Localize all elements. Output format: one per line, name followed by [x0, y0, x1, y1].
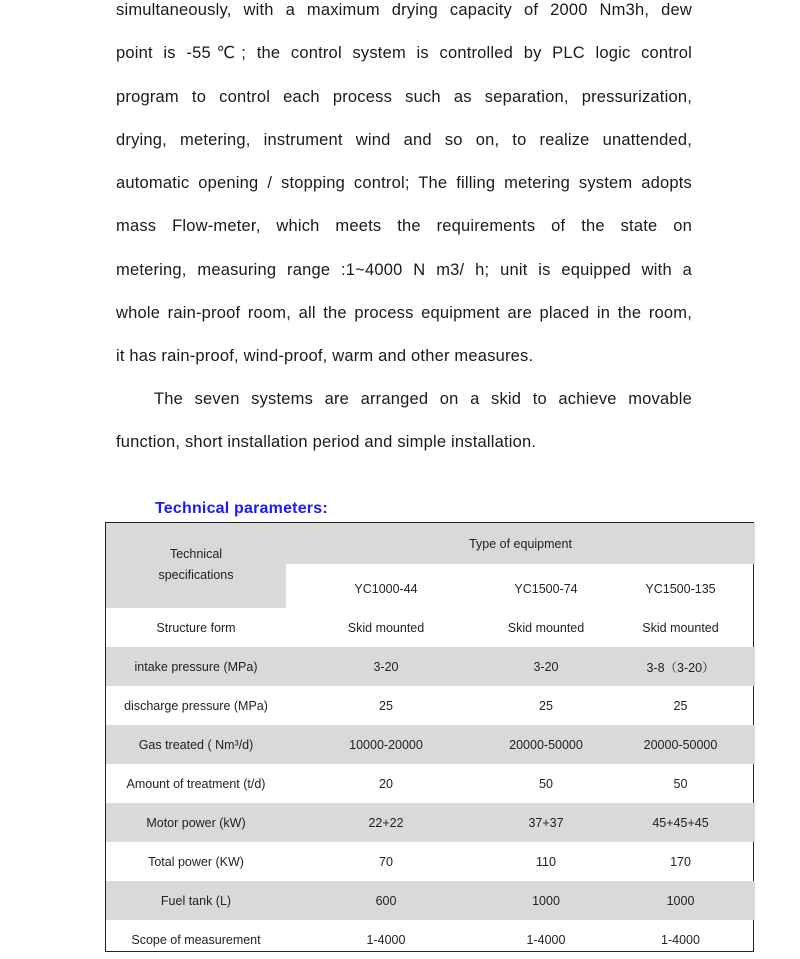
- row-label: Structure form: [156, 620, 236, 635]
- paragraph-line: The seven systems are arranged on a skid to achieve movable: [154, 390, 692, 408]
- table-cell: Skid mounted: [347, 620, 425, 635]
- section-title: Technical parameters:: [155, 500, 328, 517]
- table-cell: 50: [539, 776, 553, 791]
- paragraph-line: mass Flow-meter, which meets the requirements of the state on: [116, 217, 692, 236]
- row-label: discharge pressure (MPa): [124, 698, 268, 713]
- table-cell: 1000: [606, 881, 755, 920]
- table-row: [106, 764, 755, 803]
- table-cell: 25: [379, 698, 393, 713]
- table-header-row: [106, 523, 755, 564]
- table-cell: 170: [670, 854, 691, 869]
- paragraph-line: it has rain-proof, wind-proof, warm and other measures.: [116, 347, 534, 366]
- model-header-cell: YC1000-44: [354, 582, 418, 596]
- table-cell: 20000-50000: [486, 725, 606, 764]
- table-cell: 600: [286, 881, 486, 920]
- table-cell: 70: [379, 854, 393, 869]
- row-label: Total power (KW): [148, 854, 244, 869]
- paragraph-line: function, short installation period and simple installation.: [116, 433, 537, 452]
- body-paragraph-2: [116, 389, 692, 476]
- table-cell: 22+22: [286, 803, 486, 842]
- table-cell: 1-4000: [661, 932, 700, 947]
- table-cell: 37+37: [486, 803, 606, 842]
- technical-parameters-table: [105, 522, 754, 952]
- table-model-row: [106, 564, 755, 608]
- table-cell: 3-8（3-20）: [606, 647, 755, 686]
- table-cell: 1000: [486, 881, 606, 920]
- paragraph-line: automatic opening / stopping control; The filling metering system adopts: [116, 174, 692, 193]
- table-cell: 3-20: [286, 647, 486, 686]
- table-cell: Skid mounted: [642, 620, 719, 635]
- table-cell: 25: [673, 698, 688, 713]
- table-cell: 45+45+45: [606, 803, 755, 842]
- parameters-table: [106, 523, 755, 959]
- row-label: Scope of measurement: [131, 932, 261, 947]
- table-cell: 25: [539, 698, 553, 713]
- spec-header-cell: specifications: [106, 564, 286, 608]
- row-label: Amount of treatment (t/d): [126, 776, 266, 791]
- table-row: [106, 725, 755, 764]
- table-cell: 20: [379, 776, 393, 791]
- table-cell: 1-4000: [526, 932, 566, 947]
- paragraph-line: program to control each process such as separation, pressurization,: [116, 87, 692, 106]
- model-header-cell: YC1500-74: [514, 582, 578, 596]
- table-row: [106, 842, 755, 881]
- table-row: [106, 881, 755, 920]
- table-cell: 1-4000: [366, 932, 406, 947]
- row-label: Motor power (kW): [106, 803, 286, 842]
- table-cell: 50: [673, 776, 688, 791]
- paragraph-line: whole rain-proof room, all the process equipment are placed in the room,: [116, 304, 692, 323]
- table-row: [106, 647, 755, 686]
- paragraph-line: drying, metering, instrument wind and so on, to realize unattended,: [116, 130, 692, 149]
- row-label: Gas treated ( Nm³/d): [106, 725, 286, 764]
- table-cell: 110: [536, 854, 556, 869]
- row-label: Fuel tank (L): [106, 881, 286, 920]
- table-row: [106, 920, 755, 959]
- type-of-equipment-header: Type of equipment: [286, 523, 755, 564]
- spec-header-cell: Technical: [106, 523, 286, 564]
- table-cell: Skid mounted: [507, 620, 585, 635]
- model-header-cell: YC1500-135: [645, 582, 716, 596]
- table-cell: 10000-20000: [286, 725, 486, 764]
- table-cell: 20000-50000: [606, 725, 755, 764]
- table-cell: 3-20: [486, 647, 606, 686]
- row-label: intake pressure (MPa): [106, 647, 286, 686]
- table-row: [106, 608, 755, 647]
- paragraph-line: simultaneously, with a maximum drying capacity of 2000 Nm3h, dew: [116, 1, 692, 19]
- paragraph-line: metering, measuring range :1~4000 N m3/ h; unit is equipped with a: [116, 260, 692, 279]
- paragraph-line: point is -55℃; the control system is controlled by PLC logic control: [116, 44, 692, 63]
- table-row: [106, 686, 755, 725]
- table-row: [106, 803, 755, 842]
- body-paragraph-1: [116, 0, 692, 390]
